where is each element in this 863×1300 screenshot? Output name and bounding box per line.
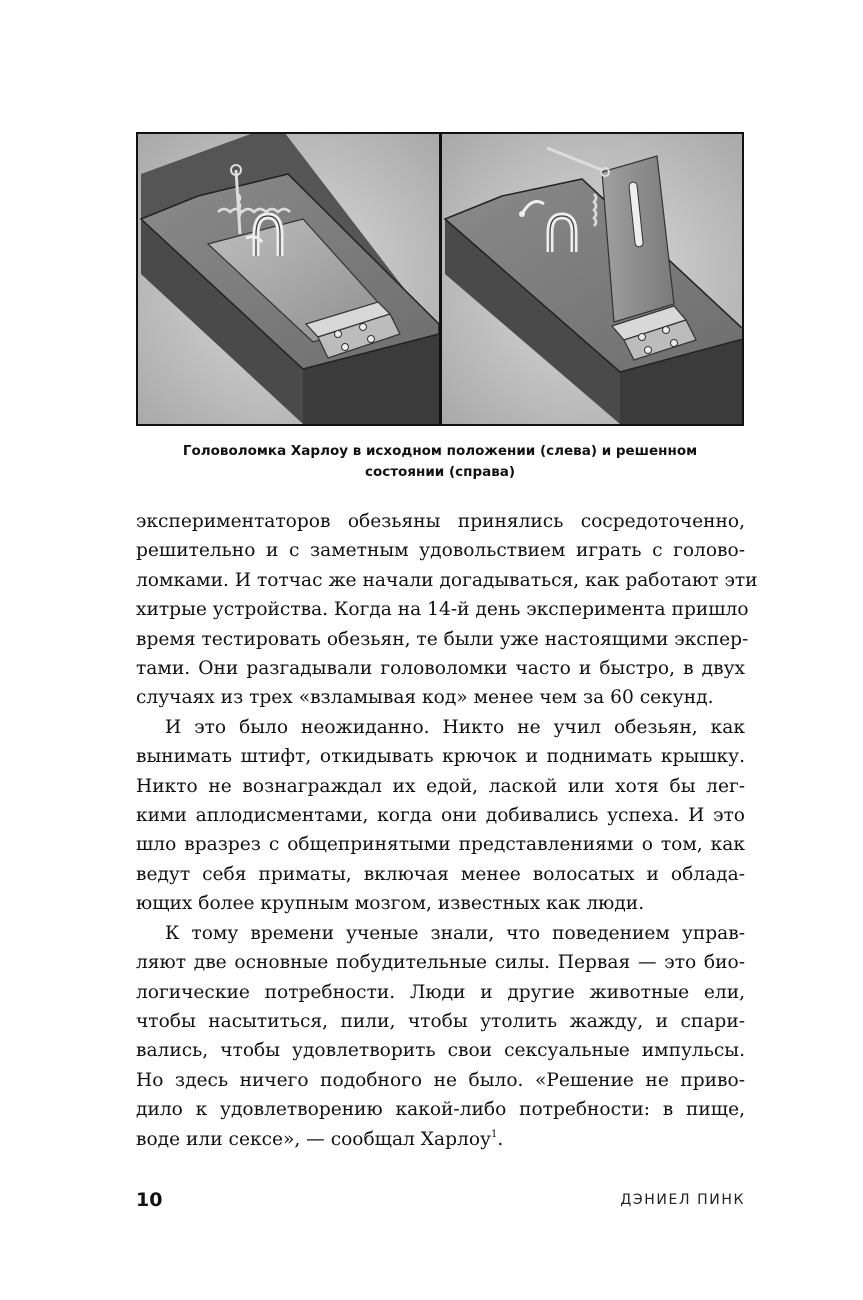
text-line: К тому времени ученые знали, что поведением управ-	[165, 922, 745, 944]
text-line: тами. Они разгадывали головоломки часто и быстро, в двух	[136, 658, 745, 680]
text-line-final	[136, 1125, 745, 1154]
puzzle-figure	[136, 132, 744, 426]
text-line: случаях из трех «взламывая код» менее чем за 60 секунд.	[136, 687, 714, 709]
text-line: И это было неожиданно. Никто не учил обезьян, как	[165, 716, 745, 738]
text-line: дило к удовлетворению какой-либо потребности: в пище,	[136, 1099, 745, 1121]
final-line-text: воде или сексе», — сообщал Харлоу	[136, 1128, 491, 1150]
body-text	[136, 507, 758, 1154]
final-period: .	[497, 1128, 504, 1150]
puzzle-closed-svg	[138, 134, 439, 424]
figure-caption	[136, 441, 744, 483]
text-line: ломками. И тотчас же начали догадываться, как работают эти	[136, 569, 758, 591]
caption-line-1: Головоломка Харлоу в исходном положении (слева) и решенном	[182, 443, 698, 459]
text-line: вались, чтобы удовлетворить свои сексуальные импульсы.	[136, 1040, 745, 1062]
puzzle-solved-illustration	[442, 134, 743, 424]
puzzle-closed-illustration	[138, 134, 439, 424]
text-line: шло вразрез с общепринятыми представлениями о том, как	[136, 834, 745, 856]
footnote-ref[interactable]: 1	[490, 1128, 498, 1140]
page-number: 10	[136, 1189, 163, 1211]
text-line: время тестировать обезьян, те были уже настоящими экспер-	[136, 628, 749, 650]
text-line: логические потребности. Люди и другие животные ели,	[136, 981, 745, 1003]
text-line: кими аплодисментами, когда они добивались успеха. И это	[136, 805, 745, 827]
puzzle-solved-svg	[442, 134, 743, 424]
text-line: экспериментаторов обезьяны принялись сосредоточенно,	[136, 511, 745, 532]
text-line: чтобы насытиться, пили, чтобы утолить жажду, и спари-	[136, 1010, 745, 1032]
text-line: ляют две основные побудительные силы. Первая — это био-	[136, 952, 745, 974]
text-line: вынимать штифт, откидывать крючок и поднимать крышку.	[136, 746, 745, 768]
text-line: Но здесь ничего подобного не было. «Решение не приво-	[136, 1069, 745, 1091]
text-line: решительно и с заметным удовольствием играть с голово-	[136, 540, 745, 562]
text-line: ведут себя приматы, включая менее волосатых и облада-	[136, 863, 745, 885]
text-line: ющих более крупным мозгом, известных как люди.	[136, 893, 645, 915]
caption-line-2: состоянии (справа)	[364, 464, 516, 480]
text-line: хитрые устройства. Когда на 14-й день эксперимента пришло	[136, 599, 749, 621]
text-line: Никто не вознаграждал их едой, лаской или хотя бы лег-	[136, 775, 745, 797]
running-author: ДЭНИЕЛ ПИНК	[620, 1192, 745, 1208]
